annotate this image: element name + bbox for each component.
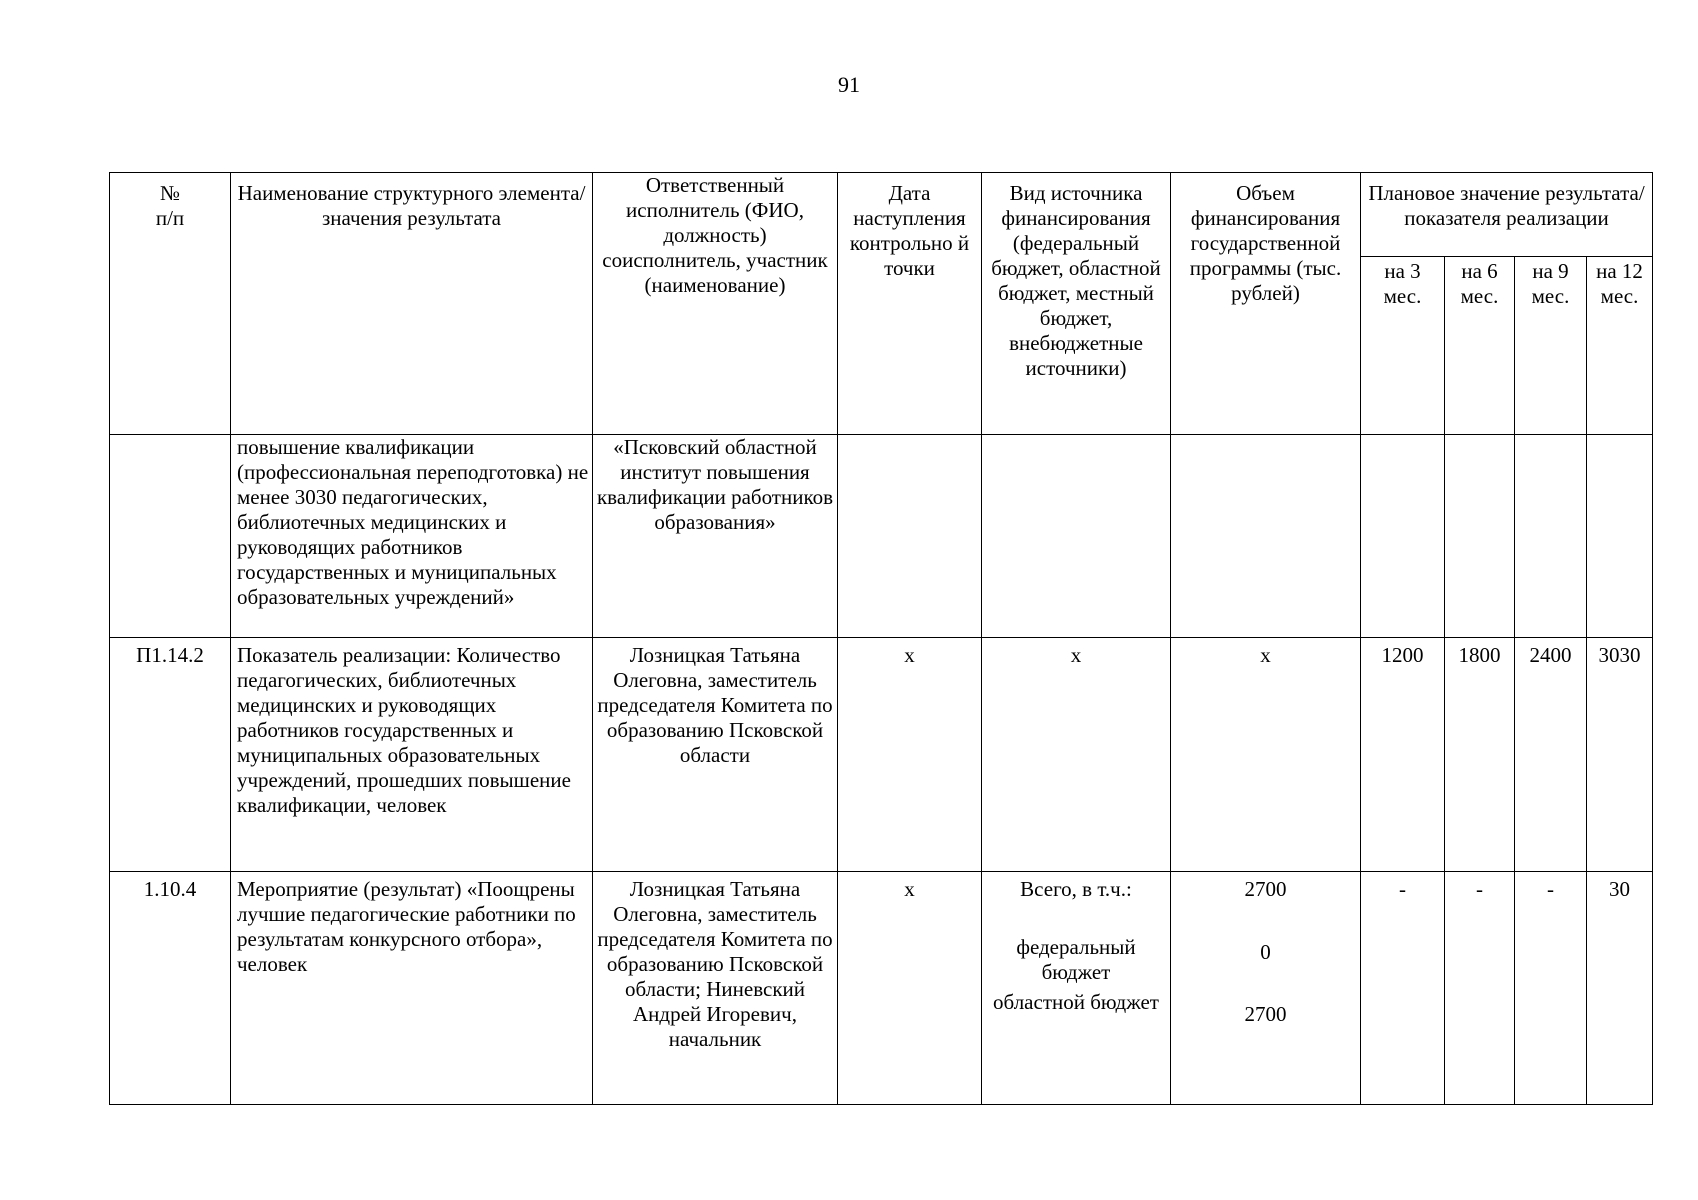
- row-1-volume: [1171, 435, 1361, 638]
- table-row: [110, 872, 1653, 1105]
- row-3-m3: [1361, 872, 1445, 1105]
- row-2-volume: [1171, 638, 1361, 872]
- table-row: [110, 435, 1653, 638]
- row-1-executor: «Псковский областной институт повышения квалификации работников образования»: [593, 435, 838, 638]
- row-2-m3-text: 1200: [1381, 643, 1424, 667]
- row-2-m12-text: 3030: [1598, 643, 1641, 667]
- row-2-m9-text: 2400: [1529, 643, 1572, 667]
- header-executor-text: Ответственный исполнитель (ФИО, должность) соисполнитель, участник (наименование): [602, 173, 828, 297]
- header-m3-text: на 3 мес.: [1383, 259, 1422, 309]
- row-3-m9-text: -: [1547, 877, 1554, 901]
- header-date-text: Дата наступления контрольно й точки: [849, 181, 970, 280]
- row-2-source-text: х: [1070, 643, 1082, 667]
- header-name-text: Наименование структурного элемента/ значения результата: [237, 181, 586, 230]
- header-date: [838, 173, 982, 435]
- header-source: [982, 173, 1171, 435]
- row-2-m6: [1445, 638, 1515, 872]
- row-2-date-text: х: [904, 643, 915, 667]
- row-3-executor: [593, 872, 838, 1105]
- row-1-num: [110, 435, 231, 638]
- header-source-text: Вид источника финансирования (федеральный бюджет, областной бюджет, местный бюджет, внебюджетные источники): [991, 181, 1161, 380]
- header-planned-text: Плановое значение результата/показателя реализации: [1368, 181, 1645, 230]
- header-name: [231, 173, 593, 435]
- row-2-m9: [1515, 638, 1587, 872]
- row-1-m6: [1445, 435, 1515, 638]
- row-3-m6: [1445, 872, 1515, 1105]
- header-m9: [1515, 257, 1587, 435]
- row-2-m12: [1587, 638, 1653, 872]
- page-number: 91: [838, 72, 860, 97]
- row-3-source: [982, 872, 1171, 1105]
- header-executor: [593, 173, 838, 435]
- row-3-date: [838, 872, 982, 1105]
- row-3-volume-total: 2700: [1244, 877, 1287, 901]
- header-volume: [1171, 173, 1361, 435]
- header-m12: [1587, 257, 1653, 435]
- row-3-name-text: Мероприятие (результат) «Поощрены лучшие педагогические работники по результатам конкурсного отбора», человек: [237, 877, 576, 976]
- table-row: [110, 638, 1653, 872]
- row-3-source-total: Всего, в т.ч.:: [1020, 877, 1132, 901]
- row-3-m12-text: 30: [1609, 877, 1631, 901]
- row-3-executor-text: Лозницкая Татьяна Олеговна, заместитель председателя Комитета по образованию Псковской области; Нинeвский Андрей Игоревич, начальник: [597, 877, 833, 1051]
- header-m12-text: на 12 мес.: [1596, 259, 1643, 309]
- plan-table: [109, 172, 1653, 1105]
- row-1-m9: [1515, 435, 1587, 638]
- table-header-row-1: [110, 173, 1653, 257]
- row-3-m6-text: -: [1476, 877, 1483, 901]
- row-1-m3: [1361, 435, 1445, 638]
- row-2-name-text: Показатель реализации: Количество педагогических, библиотечных медицинских и руководящих работников государственных и муниципальных образовательных учреждений, прошедших повышение квалификации, человек: [237, 643, 571, 817]
- row-3-m12: [1587, 872, 1653, 1105]
- row-3-date-text: х: [904, 877, 915, 901]
- row-2-source: [982, 638, 1171, 872]
- row-3-name: [231, 872, 593, 1105]
- row-2-date: [838, 638, 982, 872]
- row-3-volume-federal: 0: [1260, 940, 1271, 964]
- row-3-num-text: 1.10.4: [143, 877, 197, 901]
- row-3-num: [110, 872, 231, 1105]
- row-2-m6-text: 1800: [1458, 643, 1501, 667]
- row-2-executor: [593, 638, 838, 872]
- row-3-volume-regional: 2700: [1244, 1002, 1287, 1026]
- row-3-source-federal: федеральный бюджет: [1016, 935, 1136, 984]
- row-3-volume: [1171, 872, 1361, 1105]
- header-num-line2: п/п: [155, 206, 185, 230]
- row-2-volume-text: х: [1260, 643, 1271, 667]
- row-1-date: [838, 435, 982, 638]
- row-3-m3-text: -: [1399, 877, 1406, 901]
- header-m6-text: на 6 мес.: [1460, 259, 1499, 309]
- header-num-line1: №: [159, 181, 181, 205]
- row-2-num-text: П1.14.2: [136, 643, 204, 667]
- row-2-num: [110, 638, 231, 872]
- row-3-source-regional: областной бюджет: [993, 990, 1159, 1014]
- row-1-m12: [1587, 435, 1653, 638]
- header-planned: [1361, 173, 1653, 257]
- header-m3: [1361, 257, 1445, 435]
- row-1-name: повышение квалификации (профессиональная переподготовка) не менее 3030 педагогических, библиотечных медицинских и руководящих работников государственных и муниципальных образовательных учреждений»: [231, 435, 593, 638]
- header-m6: [1445, 257, 1515, 435]
- row-2-executor-text: Лозницкая Татьяна Олеговна, заместитель председателя Комитета по образованию Псковской области: [597, 643, 833, 767]
- row-1-source: [982, 435, 1171, 638]
- header-num: [110, 173, 231, 435]
- row-2-m3: [1361, 638, 1445, 872]
- row-2-name: [231, 638, 593, 872]
- header-m9-text: на 9 мес.: [1531, 259, 1570, 309]
- header-volume-text: Объем финансирования государственной программы (тыс. рублей): [1189, 181, 1342, 305]
- row-3-m9: [1515, 872, 1587, 1105]
